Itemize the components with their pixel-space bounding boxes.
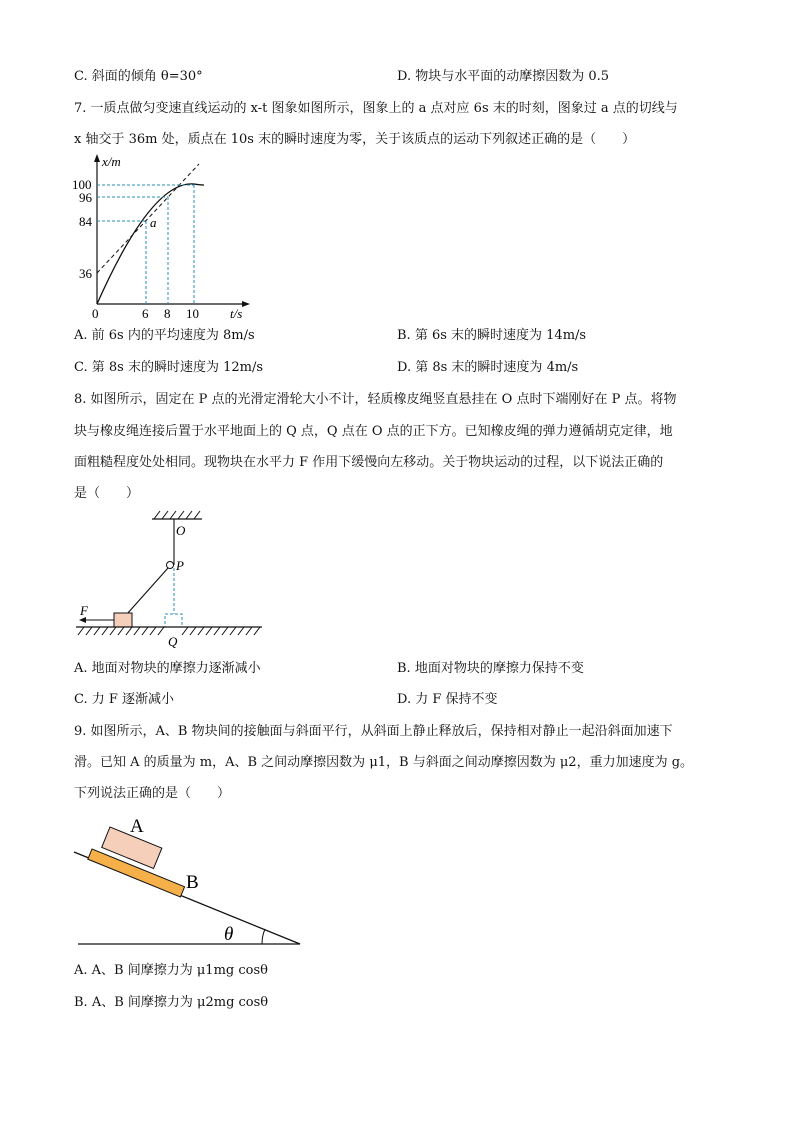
y-axis-arrow-icon xyxy=(94,154,100,162)
label-f: F xyxy=(80,603,88,618)
q6-option-d: D. 物块与水平面的动摩擦因数为 0.5 xyxy=(397,69,610,84)
q8-stem-line3: 面粗糙程度处处相同。现物块在水平力 F 作用下缓慢向左移动。关于物块运动的过程，以下说法正确的 xyxy=(74,455,664,470)
q8-option-d: D. 力 F 保持不变 xyxy=(397,692,498,707)
x-tick-6: 6 xyxy=(142,306,149,321)
y-tick-36: 36 xyxy=(79,266,92,281)
x-tick-10: 10 xyxy=(186,306,199,321)
x-axis-arrow-icon xyxy=(242,301,250,307)
q7-option-a: A. 前 6s 内的平均速度为 8m/s xyxy=(74,328,255,343)
q9-stem-line2: 滑。已知 A 的质量为 m，A、B 之间动摩擦因数为 μ1，B 与斜面之间动摩擦因数为 μ2，重力加速度为 g。 xyxy=(74,755,694,770)
label-theta: θ xyxy=(224,924,234,945)
pulley-icon xyxy=(167,562,174,569)
origin-label: 0 xyxy=(92,306,99,321)
q8-option-b: B. 地面对物块的摩擦力保持不变 xyxy=(397,661,584,676)
y-tick-100: 100 xyxy=(72,177,92,192)
q7-stem-line1: 7. 一质点做匀变速直线运动的 x-t 图象如图所示，图象上的 a 点对应 6s 末的时刻，图象过 a 点的切线与 xyxy=(74,101,678,116)
x-tick-8: 8 xyxy=(164,306,171,321)
q9-option-b: B. A、B 间摩擦力为 μ2mg cosθ xyxy=(74,995,269,1010)
q8-stem-line4: 是（ ） xyxy=(74,486,140,501)
y-axis-label: x/m xyxy=(102,154,121,169)
q8-pulley-figure xyxy=(72,506,267,648)
q7-option-c: C. 第 8s 末的瞬时速度为 12m/s xyxy=(74,360,264,375)
rubber-cord-slant xyxy=(127,568,168,614)
q8-stem-line1: 8. 如图所示，固定在 P 点的光滑定滑轮大小不计，轻质橡皮绳竖直悬挂在 O 点时下端刚好在 P 点。将物 xyxy=(74,392,677,407)
xt-curve xyxy=(97,184,204,304)
q8-stem-line2: 块与橡皮绳连接后置于水平地面上的 Q 点，Q 点在 O 点的正下方。已知橡皮绳的弹力遵循胡克定律，地 xyxy=(74,424,673,439)
tangent-line xyxy=(97,164,199,273)
q8-option-a: A. 地面对物块的摩擦力逐渐减小 xyxy=(74,661,261,676)
q7-option-b: B. 第 6s 末的瞬时速度为 14m/s xyxy=(397,328,587,343)
q9-stem-line1: 9. 如图所示，A、B 物块间的接触面与斜面平行，从斜面上静止释放后，保持相对静止一起沿斜面加速下 xyxy=(74,724,673,739)
label-a: A xyxy=(130,816,144,837)
label-b: B xyxy=(186,872,199,893)
q9-incline-figure xyxy=(72,812,307,952)
label-q: Q xyxy=(168,634,178,648)
q8-option-c: C. 力 F 逐渐减小 xyxy=(74,692,175,707)
q7-xt-graph xyxy=(70,152,260,322)
label-o: O xyxy=(176,523,186,538)
q6-option-c: C. 斜面的倾角 θ=30° xyxy=(74,69,203,84)
q7-stem-line2: x 轴交于 36m 处，质点在 10s 末的瞬时速度为零，关于该质点的运动下列叙述正确的是（ ） xyxy=(74,132,636,147)
angle-arc xyxy=(262,929,265,944)
q7-option-d: D. 第 8s 末的瞬时速度为 4m/s xyxy=(397,360,579,375)
y-tick-84: 84 xyxy=(79,214,92,229)
block xyxy=(114,613,132,627)
y-tick-96: 96 xyxy=(79,190,92,205)
ceiling-hatch xyxy=(154,511,200,519)
block-initial-position xyxy=(165,614,182,627)
q9-option-a: A. A、B 间摩擦力为 μ1mg cosθ xyxy=(74,963,268,978)
point-a-label: a xyxy=(150,215,157,230)
label-p: P xyxy=(176,558,184,573)
x-axis-label: t/s xyxy=(230,306,243,321)
q9-stem-line3: 下列说法正确的是（ ） xyxy=(74,786,231,801)
